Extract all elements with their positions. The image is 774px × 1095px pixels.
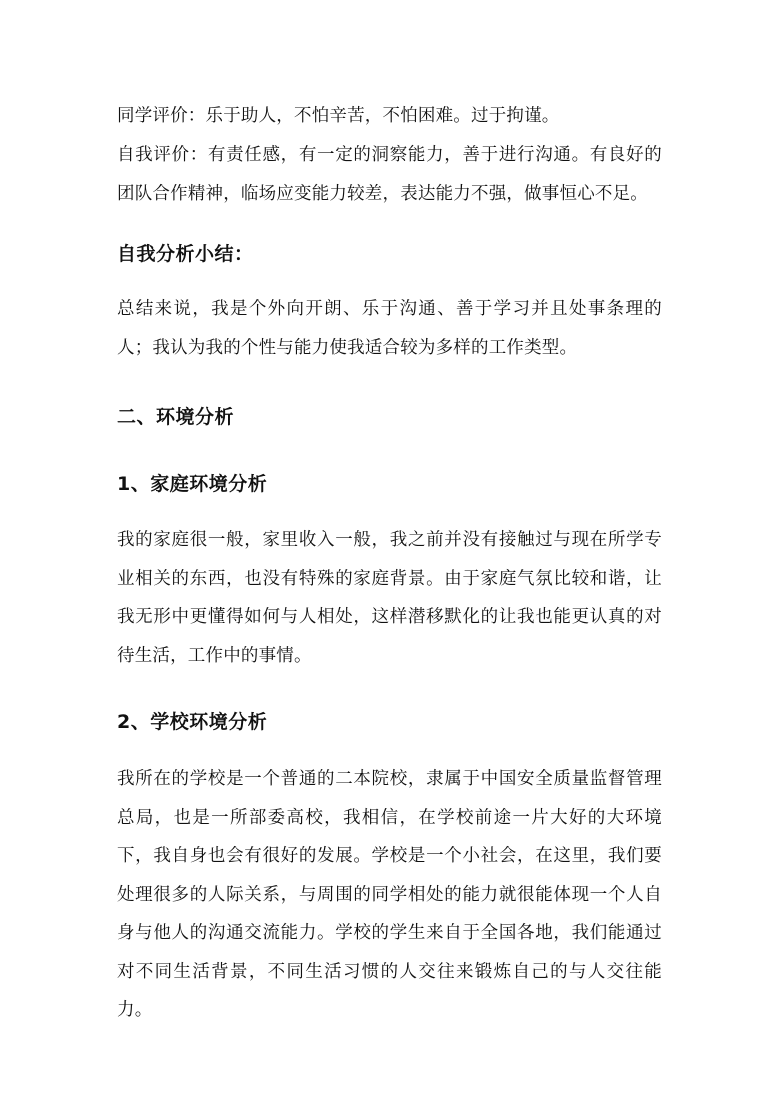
section-two-heading: 二、环境分析 bbox=[117, 406, 235, 428]
family-heading: 1、家庭环境分析 bbox=[117, 473, 268, 495]
school-paragraph: 我所在的学校是一个普通的二本院校，隶属于中国安全质量监督管理总局，也是一所部委高校，我相信，在学校前途一片大好的大环境下，我自身也会有很好的发展。学校是一个小社会，在这里，我们要处理很多的人际关系，与周围的同学相处的能力就很能体现一个人自身与他人的沟通交流能力。学校的学生来自于全国各地，我们能通过对不同生活背景，不同生活习惯的人交往来锻炼自己的与人交往能力。 bbox=[117, 769, 662, 1020]
summary-paragraph: 总结来说，我是个外向开朗、乐于沟通、善于学习并且处事条理的人；我认为我的个性与能力使我适合较为多样的工作类型。 bbox=[117, 299, 662, 358]
self-review-paragraph: 自我评价：有责任感，有一定的洞察能力，善于进行沟通。有良好的团队合作精神，临场应变能力较差，表达能力不强，做事恒心不足。 bbox=[117, 145, 662, 204]
summary-heading: 自我分析小结： bbox=[117, 243, 254, 265]
peer-review-paragraph: 同学评价：乐于助人，不怕辛苦，不怕困难。过于拘谨。 bbox=[117, 106, 560, 126]
school-heading: 2、学校环境分析 bbox=[117, 711, 268, 733]
family-paragraph: 我的家庭很一般，家里收入一般，我之前并没有接触过与现在所学专业相关的东西，也没有特殊的家庭背景。由于家庭气氛比较和谐，让我无形中更懂得如何与人相处，这样潜移默化的让我也能更认真的对待生活，工作中的事情。 bbox=[117, 530, 662, 666]
